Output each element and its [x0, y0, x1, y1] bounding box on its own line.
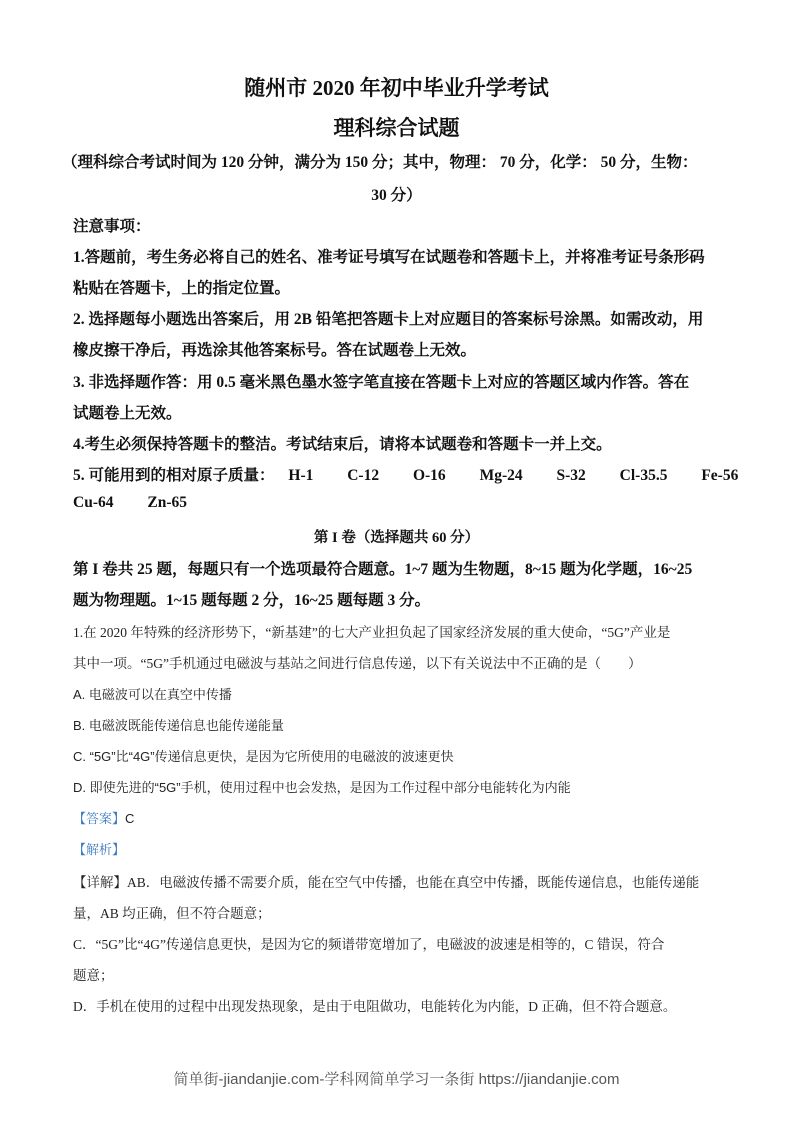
atomic-mass-c: C-12: [347, 467, 380, 484]
section-desc-line2: 题为物理题。1~15 题每题 2 分，16~25 题每题 3 分。: [73, 592, 431, 609]
notice-item-3-line1: 3. 非选择题作答：用 0.5 毫米黑色墨水签字笔直接在答题卡上对应的答题区域内作答。答在: [73, 374, 690, 391]
answer-label: 【答案】: [73, 811, 126, 826]
atomic-mass-h: H-1: [288, 467, 314, 484]
atomic-mass-mg: Mg-24: [479, 467, 523, 484]
question-1-stem-line1: 1.在 2020 年特殊的经济形势下，“新基建”的七大产业担负起了国家经济发展的重大使命，“5G”产业是: [73, 625, 671, 640]
notice-item-1-line1: 1.答题前，考生务必将自己的姓名、准考证号填写在试题卷和答题卡上，并将准考证号条形码: [73, 249, 705, 266]
question-1-stem-line2: 其中一项。“5G”手机通过电磁波与基站之间进行信息传递，以下有关说法中不正确的是（ ）: [73, 656, 642, 671]
atomic-mass-zn: Zn-65: [147, 494, 187, 511]
atomic-mass-o: O-16: [412, 467, 446, 484]
answer-row: [73, 808, 723, 827]
option-d: D. 即使先进的“5G”手机，使用过程中也会发热，是因为工作过程中部分电能转化为内能: [73, 780, 571, 795]
notice-heading: 注意事项：: [73, 218, 151, 235]
exam-subtitle: 理科综合试题: [333, 116, 460, 140]
detail-line-2: 量，AB 均正确，但不符合题意；: [73, 906, 271, 921]
atomic-mass-s: S-32: [556, 467, 586, 484]
option-c: C. “5G”比“4G”传递信息更快，是因为它所使用的电磁波的波速更快: [73, 749, 454, 764]
section-desc-line1: 第 I 卷共 25 题，每题只有一个选项最符合题意。1~7 题为生物题，8~15 题为化学题，16~25: [73, 561, 693, 578]
notice-item-1-line2: 粘贴在答题卡，上的指定位置。: [73, 280, 291, 297]
detail-line-3: C．“5G”比“4G”传递信息更快，是因为它的频谱带宽增加了，电磁波的波速是相等的，C 错误，符合: [73, 937, 665, 952]
atomic-mass-row-2: [73, 494, 723, 512]
notice-item-4: 4.考生必须保持答题卡的整洁。考试结束后，请将本试题卷和答题卡一并上交。: [73, 436, 612, 453]
detail-line-1: 【详解】AB．电磁波传播不需要介质，能在空气中传播，也能在真空中传播，既能传递信息，也能传递能: [73, 875, 700, 890]
notice-item-2-line2: 橡皮擦干净后，再选涂其他答案标号。答在试题卷上无效。: [73, 342, 477, 359]
detail-line-5: D．手机在使用的过程中出现发热现象，是由于电阻做功，电能转化为内能，D 正确，但不符合题意。: [73, 999, 677, 1014]
section-title: 第 I 卷（选择题共 60 分）: [313, 530, 480, 546]
option-b: B. 电磁波既能传递信息也能传递能量: [73, 718, 284, 733]
time-info-line2: 30 分）: [371, 187, 422, 204]
atomic-mass-cl: Cl-35.5: [619, 467, 668, 484]
time-info-line1: （理科综合考试时间为 120 分钟，满分为 150 分；其中，物理： 70 分，化学： 50 分，生物：: [62, 154, 698, 171]
atomic-mass-cu: Cu-64: [73, 494, 114, 511]
exam-title: 随州市 2020 年初中毕业升学考试: [244, 76, 549, 100]
footer-watermark: 简单街-jiandanjie.com-学科网简单学习一条街 https://jiandanjie.com: [173, 1071, 620, 1088]
atomic-mass-label: 5. 可能用到的相对原子质量：: [73, 467, 275, 484]
analysis-label: 【解析】: [73, 842, 126, 857]
atomic-mass-fe: Fe-56: [701, 467, 739, 484]
atomic-mass-row-1: [73, 463, 739, 485]
notice-item-3-line2: 试题卷上无效。: [73, 405, 182, 422]
option-a: A. 电磁波可以在真空中传播: [73, 687, 232, 702]
detail-line-4: 题意；: [73, 968, 114, 983]
answer-value: C: [125, 811, 135, 826]
notice-item-2-line1: 2. 选择题每小题选出答案后，用 2B 铅笔把答题卡上对应题目的答案标号涂黑。如需改动，用: [73, 311, 704, 328]
